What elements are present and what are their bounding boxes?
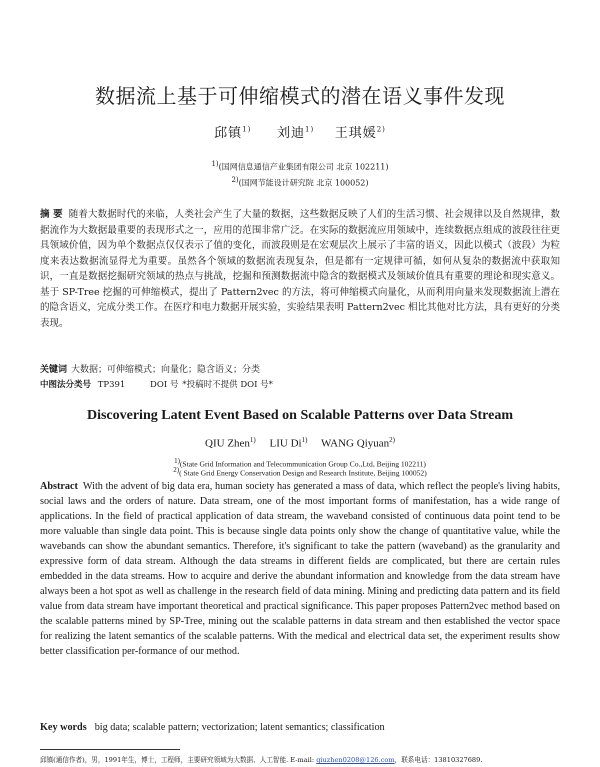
author-sup: 1) — [304, 125, 315, 134]
chinese-keywords-text: 大数据；可伸缩模式；向量化；隐含语义；分类 — [71, 365, 261, 375]
english-keywords — [40, 722, 560, 733]
footnote-text: 邱镇(通信作者)，男，1991年生，博士，工程师，主要研究领域为大数据、人工智能. E-mail: — [40, 756, 317, 764]
english-keywords-label: Key words — [40, 722, 87, 733]
affiliation-text: ( State Grid Energy Conservation Design and Research Institute, Beijing 100052) — [179, 468, 427, 478]
chinese-affiliation-1 — [0, 160, 600, 173]
chinese-abstract — [40, 207, 560, 331]
author-name: QIU Zhen — [205, 437, 250, 450]
author-sup: 1) — [242, 125, 252, 134]
author-name: LIU Di — [269, 437, 302, 450]
footnote-phone: ，联系电话：13810327689. — [394, 756, 483, 764]
author-sup: 2) — [389, 436, 395, 444]
affiliation-text: (国网节能设计研究院 北京 100052) — [238, 178, 369, 188]
english-authors — [0, 436, 600, 450]
english-abstract-text: With the advent of big data era, human society has generated a mass of data, which reflect the people's living habits, social laws and the orders of nature. Data stream, one of the most important forms of manifestation, has a wide range of applications. In the field of practical application of data stream, the waveband consisted of continuous data point tend to be more valuable than single data point. This is because single data points only show the change of quantitative value, while the wavebands can show the abundant semantics. Therefore, it's significant to take the pattern (waveband) as the granularity and expressive form of data stream. Although the data streams in different fields are complicated, but there are certain rules embedded in the data streams. How to acquire and derive the abundant information and knowledge from the data stream have always been a hot spot as well as challenge in the research field of data mining. Mining and predicting data pattern and its field value from data stream have important theoretical and practical significance. This paper proposes Pattern2vec method based on the scalable patterns mined by SP-Tree, mining out the scalable patterns in data stream and then established the vector space for realizing the latent semantics of the scalable patterns. With the medical and electrical data set, the experiment results show better classification per-formance of our method. — [40, 481, 560, 657]
chinese-affiliation-2 — [0, 176, 600, 189]
affiliation-sup: 2) — [173, 466, 180, 474]
doi-value: *投稿时不提供 DOI 号* — [182, 380, 273, 390]
chinese-abstract-text: 随着大数据时代的来临，人类社会产生了大量的数据，这些数据反映了人们的生活习惯、社会规律以及自然规律，数据流作为大数据最重要的表现形式之一，应用的范围非常广泛。在实际的数据流应用领域中，连续数据点组成的波段往往更具领域价值，因为单个数据点仅仅表示了值的变化，而波段则是在宏观层次上展示了丰富的语义，因此以模式（波段）为粒度来表达数据流显得尤为重要。虽然各个领域的数据流表现复杂，但是都有一定规律可循，如何从复杂的数据流中获取知识，一直是数据挖掘研究领域的热点与挑战，挖掘和预测数据流中隐含的数据模式及领域价值具有重要的理论和现实意义。基于 SP-Tree 挖掘的可伸缩模式，提出了 Pattern2vec 的方法，将可伸缩模式向量化，从而利用向量来发现数据流上潜在的隐含语义，完成分类工作。在医疗和电力数据开展实验，实验结果表明 Pattern2vec 相比其他对比方法，具有更好的分类表现。 — [40, 209, 560, 329]
affiliation-text: (国网信息通信产业集团有限公司 北京 102211) — [218, 162, 389, 172]
chinese-keywords — [40, 362, 560, 375]
author-name: WANG Qiyuan — [321, 437, 390, 450]
english-title: Discovering Latent Event Based on Scalable Patterns over Data Stream — [86, 408, 514, 423]
author-name: 王琪媛 — [334, 126, 377, 141]
english-abstract — [40, 479, 560, 659]
author-footnote — [40, 754, 570, 764]
english-affiliation-2 — [0, 466, 600, 478]
english-abstract-label: Abstract — [40, 481, 78, 492]
author-name: 刘迪 — [276, 126, 305, 141]
affiliation-sup: 1) — [211, 160, 219, 168]
english-keywords-text: big data; scalable pattern; vectorization; latent semantics; classification — [94, 722, 385, 733]
footnote-divider — [40, 749, 180, 750]
clc-label: 中图法分类号 — [40, 380, 92, 390]
classification-line — [40, 378, 560, 390]
doi-label: DOI 号 — [150, 380, 179, 390]
affiliation-sup: 1) — [174, 457, 180, 465]
chinese-authors — [0, 122, 600, 141]
chinese-abstract-label: 摘 要 — [40, 209, 63, 220]
email-link[interactable]: qiuzhen0208@126.com — [316, 756, 395, 764]
author-name: 邱镇 — [214, 126, 243, 141]
chinese-keywords-label: 关键词 — [40, 365, 68, 375]
chinese-title: 数据流上基于可伸缩模式的潜在语义事件发现 — [95, 84, 505, 108]
author-sup: 1) — [249, 436, 256, 444]
affiliation-text: (State Grid Information and Telecommunication Group Co.,Ltd, Beijing 102211) — [179, 459, 426, 469]
clc-code: TP391 — [97, 380, 126, 390]
author-sup: 1) — [301, 436, 308, 444]
affiliation-sup: 2) — [231, 176, 239, 184]
author-sup: 2) — [376, 125, 386, 134]
